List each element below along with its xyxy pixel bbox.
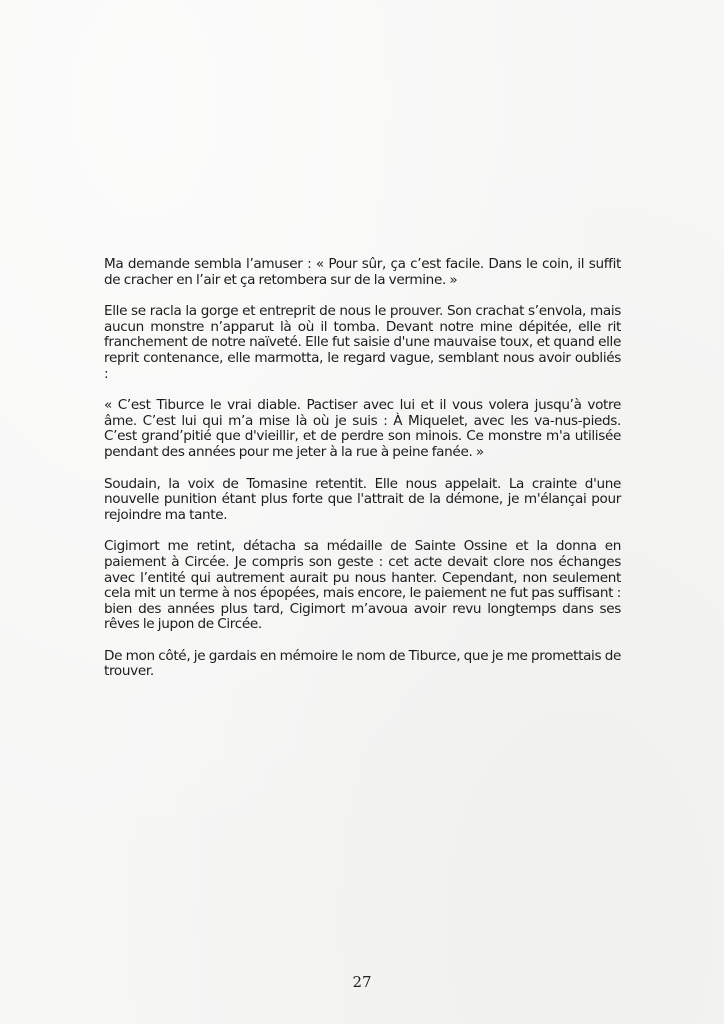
page-number: 27 (352, 973, 372, 991)
paragraph-6: De mon côté, je gardais en mémoire le nom de Tiburce, que je me promettais de trouver. (104, 647, 621, 680)
paragraph-5: Cigimort me retint, détacha sa médaille de Sainte Ossine et la donna en paiement à Circée. Je compris son geste : cet acte devait clore nos échanges avec l’entité qui autrement aurait pu nous hanter. Cependant, non seulement cela mit un terme à nos épopées, mais encore, le paiement ne fut pas suffisant : bien des années plus tard, Cigimort m’avoua avoir revu longtemps dans ses rêves le jupon de Circée. (104, 538, 621, 633)
paragraph-4: Soudain, la voix de Tomasine retentit. Elle nous appelait. La crainte d'une nouvelle punition étant plus forte que l'attrait de la démone, je m'élançai pour rejoindre ma tante. (104, 475, 621, 523)
paragraph-3: « C’est Tiburce le vrai diable. Pactiser avec lui et il vous volera jusqu’à votre âme. C’est lui qui m’a mise là où je suis : À Miquelet, avec les va-nus-pieds. C’est grand’pitié que d'vieillir, et de perdre son minois. Ce monstre m'a utilisée pendant des années pour me jeter à la rue à peine fanée. » (104, 397, 621, 460)
paragraph-1: Ma demande sembla l’amuser : « Pour sûr, ça c’est facile. Dans le coin, il suffit de cracher en l’air et ça retombera sur de la vermine. » (104, 256, 621, 288)
paragraph-2: Elle se racla la gorge et entreprit de nous le prouver. Son crachat s’envola, mais aucun monstre n’apparut là où il tomba. Devant notre mine dépitée, elle rit franchement de notre naïveté. Elle fut saisie d'une mauvaise toux, et quand elle reprit contenance, elle marmotta, le regard vague, semblant nous avoir oubliés : (104, 303, 621, 382)
body-text (104, 257, 621, 696)
